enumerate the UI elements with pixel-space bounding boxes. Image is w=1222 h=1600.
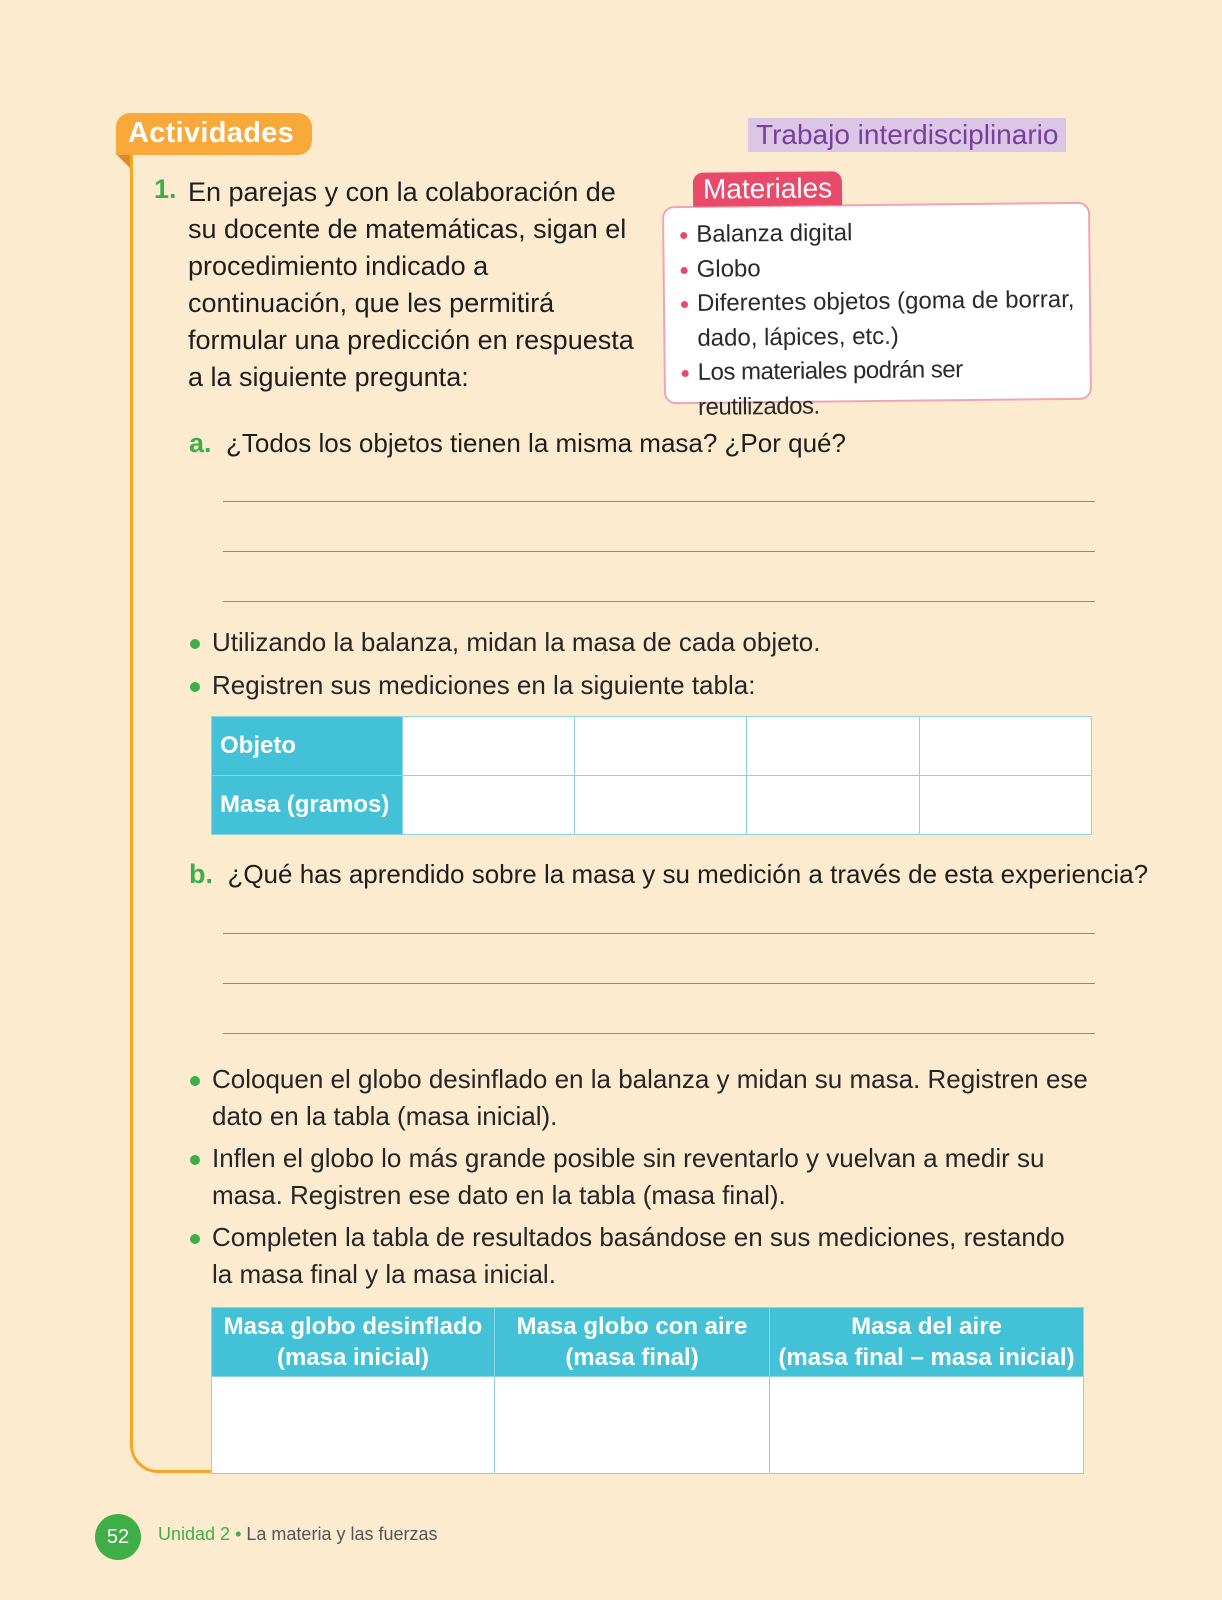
materials-item: Los materiales podrán ser reutilizados. [682,352,1077,425]
footer-unit-topic [158,1524,438,1545]
table-row [212,776,1092,835]
question-b-text: ¿Qué has aprendido sobre la masa y su medición a través de esta experiencia? [227,859,1149,889]
table-cell[interactable] [402,776,574,835]
footer-topic: La materia y las fuerzas [246,1524,438,1544]
materials-item: Diferentes objetos (goma de borrar, dado, lápices, etc.) [681,283,1083,356]
activity-instructions: En parejas y con la colaboración de su docente de matemáticas, sigan el procedimiento indicado a continuación, que les permitirá formular una predicción en respuesta a la siguiente pregunta: [188,177,634,392]
header-line: Masa globo con aire [516,1313,748,1340]
row-header-object: Objeto [212,717,403,776]
materials-item: Globo [680,248,1074,287]
table-cell[interactable] [919,776,1091,835]
activities-tab: Actividades [116,113,312,155]
page-number: 52 [95,1514,141,1560]
table-row [212,717,1092,776]
instructions-list-2 [189,1061,1089,1293]
table-cell[interactable] [402,717,574,776]
header-line: Masa del aire [851,1313,1002,1340]
instructions-list-1 [189,624,1089,704]
materials-item: Balanza digital [680,214,1074,253]
instruction-item: Registren sus mediciones en la siguiente tabla: [189,667,1089,704]
answer-line-a3[interactable] [223,601,1095,602]
objects-mass-table [211,716,1092,835]
footer-unit: Unidad 2 [158,1524,231,1544]
header-line: Masa globo desinflado [223,1313,483,1340]
table-cell[interactable] [212,1377,495,1474]
table-cell[interactable] [575,776,747,835]
table-cell[interactable] [770,1377,1084,1474]
question-a [189,428,846,459]
instruction-item: Completen la tabla de resultados basándose en sus mediciones, restando la masa final y la masa inicial. [189,1219,1089,1293]
table-cell[interactable] [919,717,1091,776]
question-a-letter: a. [189,428,212,458]
question-a-text: ¿Todos los objetos tienen la misma masa? ¿Por qué? [225,428,846,458]
header-line: (masa final – masa inicial) [778,1344,1075,1371]
instruction-item: Inflen el globo lo más grande posible sin reventarlo y vuelvan a medir su masa. Registren ese dato en la tabla (masa final). [189,1140,1089,1214]
materials-list [680,214,1076,425]
table-header-row [212,1308,1084,1377]
instruction-item: Utilizando la balanza, midan la masa de cada objeto. [189,624,1089,661]
answer-line-a2[interactable] [223,551,1095,552]
answer-line-b3[interactable] [223,1033,1095,1034]
question-b-letter: b. [189,859,213,889]
question-b [189,859,1148,890]
instruction-item: Coloquen el globo desinflado en la balanza y midan su masa. Registren ese dato en la tabla (masa inicial). [189,1061,1089,1135]
table-cell[interactable] [747,776,919,835]
header-line: (masa inicial) [276,1344,430,1371]
header-line: (masa final) [565,1344,699,1371]
row-header-mass: Masa (gramos) [212,776,403,835]
table-row [212,1377,1084,1474]
activity-number: 1. [154,174,177,204]
materials-box [662,202,1092,421]
interdisciplinary-label: Trabajo interdisciplinario [748,118,1066,152]
materials-title: Materiales [693,171,843,207]
table-cell[interactable] [575,717,747,776]
column-header-air-mass [770,1308,1084,1377]
table-cell[interactable] [495,1377,770,1474]
answer-line-b2[interactable] [223,983,1095,984]
table-cell[interactable] [747,717,919,776]
answer-line-b1[interactable] [223,933,1095,934]
column-header-final-mass [495,1308,770,1377]
footer-separator: • [235,1524,242,1544]
activities-tab-notch [116,154,130,168]
answer-line-a1[interactable] [223,501,1095,502]
balloon-mass-table [211,1307,1084,1474]
column-header-initial-mass [212,1308,495,1377]
